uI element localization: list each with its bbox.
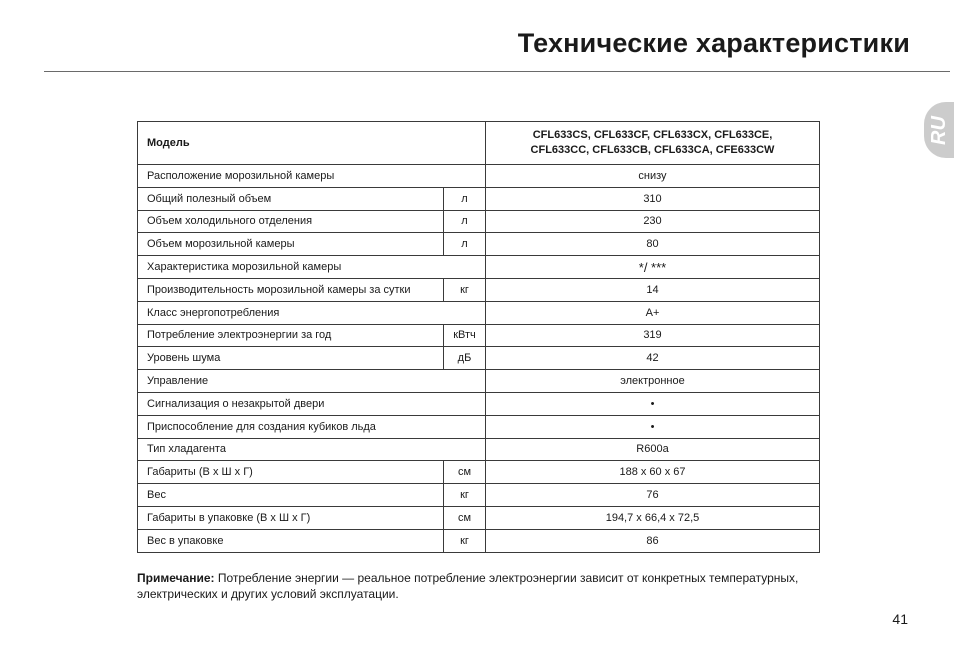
- row-value: 86: [486, 529, 820, 552]
- row-unit: кВтч: [444, 324, 486, 347]
- row-label: Расположение морозильной камеры: [138, 165, 486, 188]
- row-label: Характеристика морозильной камеры: [138, 256, 486, 279]
- row-value: R600a: [486, 438, 820, 461]
- spec-table: [137, 121, 820, 553]
- row-value: 80: [486, 233, 820, 256]
- table-row: [138, 324, 820, 347]
- row-value: электронное: [486, 370, 820, 393]
- row-value: 319: [486, 324, 820, 347]
- row-value: снизу: [486, 165, 820, 188]
- row-value: 230: [486, 210, 820, 233]
- row-unit: см: [444, 506, 486, 529]
- row-value: 76: [486, 484, 820, 507]
- table-row: [138, 187, 820, 210]
- title-divider: [44, 71, 950, 72]
- model-list: [486, 122, 820, 165]
- row-label: Габариты (В х Ш х Г): [138, 461, 444, 484]
- row-label: Приспособление для создания кубиков льда: [138, 415, 486, 438]
- table-row: [138, 256, 820, 279]
- row-label: Потребление электроэнергии за год: [138, 324, 444, 347]
- row-unit: кг: [444, 529, 486, 552]
- row-value: 188 x 60 x 67: [486, 461, 820, 484]
- table-row: [138, 233, 820, 256]
- model-list-line-1: CFL633CS, CFL633CF, CFL633CX, CFL633CE,: [532, 129, 773, 141]
- row-label: Габариты в упаковке (В х Ш х Г): [138, 506, 444, 529]
- row-value: A+: [486, 301, 820, 324]
- model-label: Модель: [138, 122, 486, 165]
- row-value: •: [486, 415, 820, 438]
- note-text: Потребление энергии — реальное потребление электроэнергии зависит от конкретных температурных, электрических и других условий эксплуатации.: [137, 571, 799, 601]
- table-row: [138, 210, 820, 233]
- table-row: [138, 461, 820, 484]
- row-label: Сигнализация о незакрытой двери: [138, 392, 486, 415]
- row-label: Уровень шума: [138, 347, 444, 370]
- row-value: 194,7 x 66,4 x 72,5: [486, 506, 820, 529]
- table-row: [138, 415, 820, 438]
- table-row: [138, 165, 820, 188]
- row-value: */ ***: [486, 256, 820, 279]
- row-label: Тип хладагента: [138, 438, 486, 461]
- table-row: [138, 506, 820, 529]
- table-row: [138, 370, 820, 393]
- model-list-line-2: CFL633CC, CFL633CB, CFL633CA, CFE633CW: [530, 144, 775, 156]
- note: [137, 570, 827, 602]
- row-value: 310: [486, 187, 820, 210]
- table-row: [138, 529, 820, 552]
- table-row: [138, 278, 820, 301]
- row-value: 14: [486, 278, 820, 301]
- row-unit: дБ: [444, 347, 486, 370]
- row-label: Производительность морозильной камеры за сутки: [138, 278, 444, 301]
- language-tab: [924, 102, 954, 158]
- row-label: Общий полезный объем: [138, 187, 444, 210]
- row-label: Объем холодильного отделения: [138, 210, 444, 233]
- row-unit: л: [444, 187, 486, 210]
- row-unit: кг: [444, 484, 486, 507]
- row-unit: л: [444, 233, 486, 256]
- table-header-row: [138, 122, 820, 165]
- table-row: [138, 347, 820, 370]
- row-unit: кг: [444, 278, 486, 301]
- row-label: Класс энергопотребления: [138, 301, 486, 324]
- row-value: 42: [486, 347, 820, 370]
- table-row: [138, 301, 820, 324]
- row-label: Управление: [138, 370, 486, 393]
- page-number: 41: [892, 611, 908, 627]
- table-row: [138, 392, 820, 415]
- note-label: Примечание:: [137, 571, 215, 585]
- page-title: Технические характеристики: [517, 28, 910, 58]
- row-unit: л: [444, 210, 486, 233]
- row-label: Объем морозильной камеры: [138, 233, 444, 256]
- table-row: [138, 438, 820, 461]
- row-unit: см: [444, 461, 486, 484]
- language-tab-label: RU: [927, 115, 950, 145]
- row-value: •: [486, 392, 820, 415]
- row-label: Вес: [138, 484, 444, 507]
- row-label: Вес в упаковке: [138, 529, 444, 552]
- table-row: [138, 484, 820, 507]
